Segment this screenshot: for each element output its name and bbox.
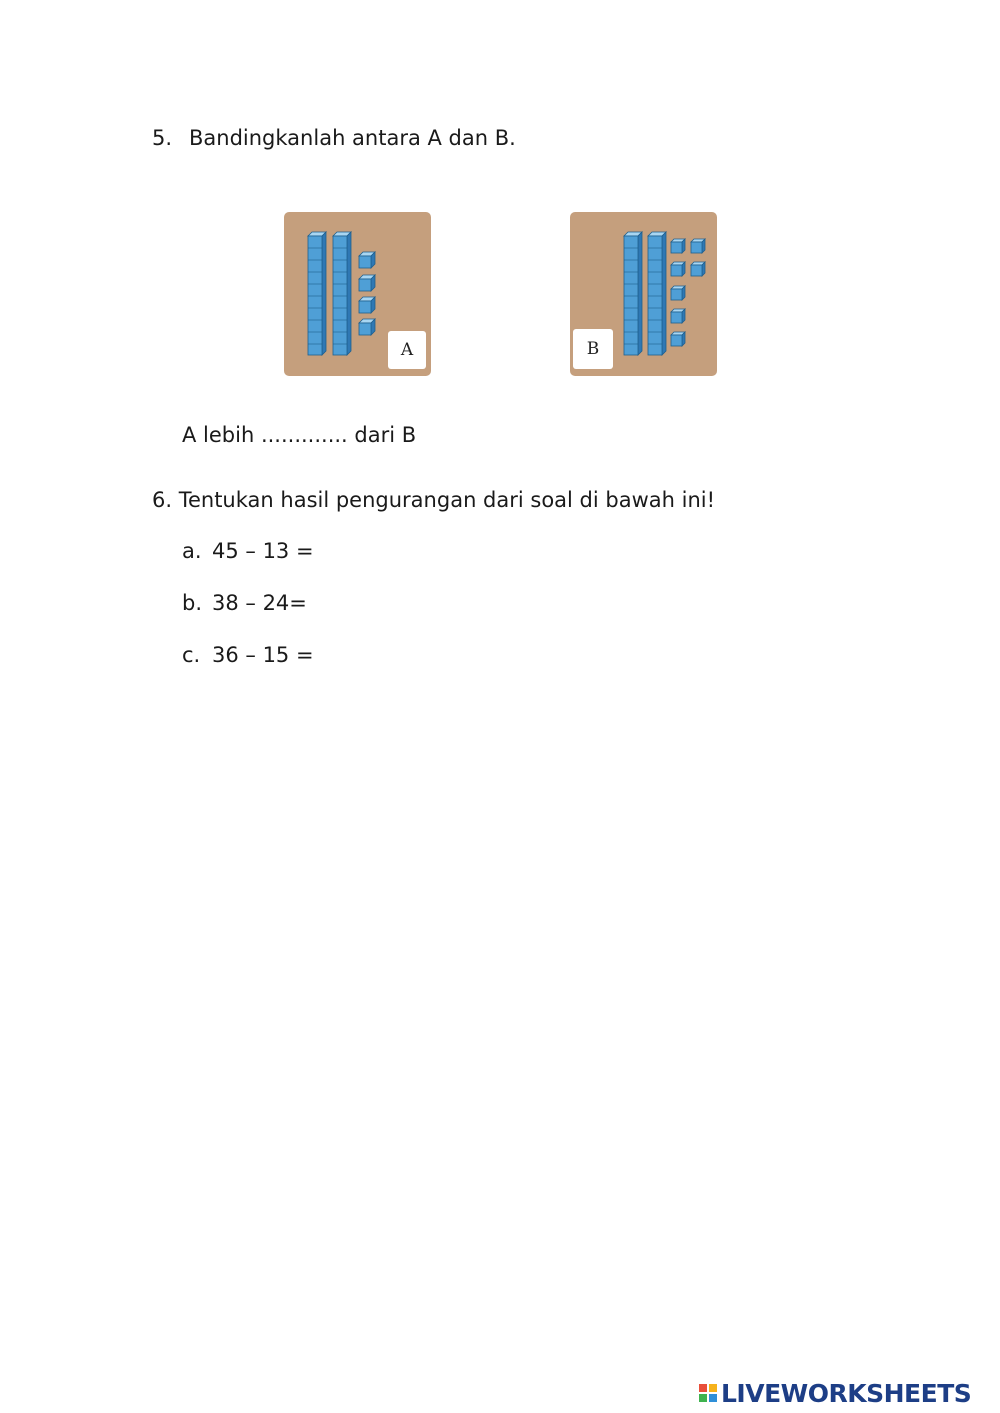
unit-cube-5 <box>671 286 685 300</box>
unit-cube-1 <box>671 239 685 253</box>
item-expression: 38 – 24= <box>212 591 307 615</box>
fill-in-sentence: A lebih ............. dari B <box>182 423 417 447</box>
unit-cube-6 <box>671 309 685 323</box>
ten-rod-1 <box>308 232 326 355</box>
ten-rod-2 <box>333 232 351 355</box>
question-6-text: 6. Tentukan hasil pengurangan dari soal di bawah ini! <box>152 488 716 512</box>
unit-cube-3 <box>671 262 685 276</box>
image-a-label: A <box>388 331 426 369</box>
subtraction-item <box>182 641 314 669</box>
ten-rod-1 <box>624 232 642 355</box>
question-5-text: Bandingkanlah antara A dan B. <box>189 126 516 150</box>
item-expression: 36 – 15 = <box>212 643 314 667</box>
unit-cube-3 <box>359 297 375 313</box>
subtraction-item <box>182 537 314 565</box>
unit-cube-1 <box>359 252 375 268</box>
base-ten-image-a <box>284 212 431 376</box>
unit-cube-2 <box>359 275 375 291</box>
item-label: a. <box>182 539 202 563</box>
unit-cube-4 <box>691 262 705 276</box>
liveworksheets-logo <box>699 1378 971 1408</box>
unit-cube-4 <box>359 319 375 335</box>
question-5-number: 5. <box>152 126 173 150</box>
item-label: c. <box>182 643 201 667</box>
image-b-label: B <box>573 329 613 369</box>
item-expression: 45 – 13 = <box>212 539 314 563</box>
question-5 <box>152 124 516 152</box>
subtraction-item <box>182 589 307 617</box>
item-label: b. <box>182 591 203 615</box>
logo-text: LIVEWORKSHEETS <box>721 1378 972 1408</box>
ten-rod-2 <box>648 232 666 355</box>
logo-mark-icon <box>699 1384 717 1402</box>
base-ten-image-b <box>570 212 717 376</box>
unit-cube-2 <box>691 239 705 253</box>
unit-cube-7 <box>671 332 685 346</box>
